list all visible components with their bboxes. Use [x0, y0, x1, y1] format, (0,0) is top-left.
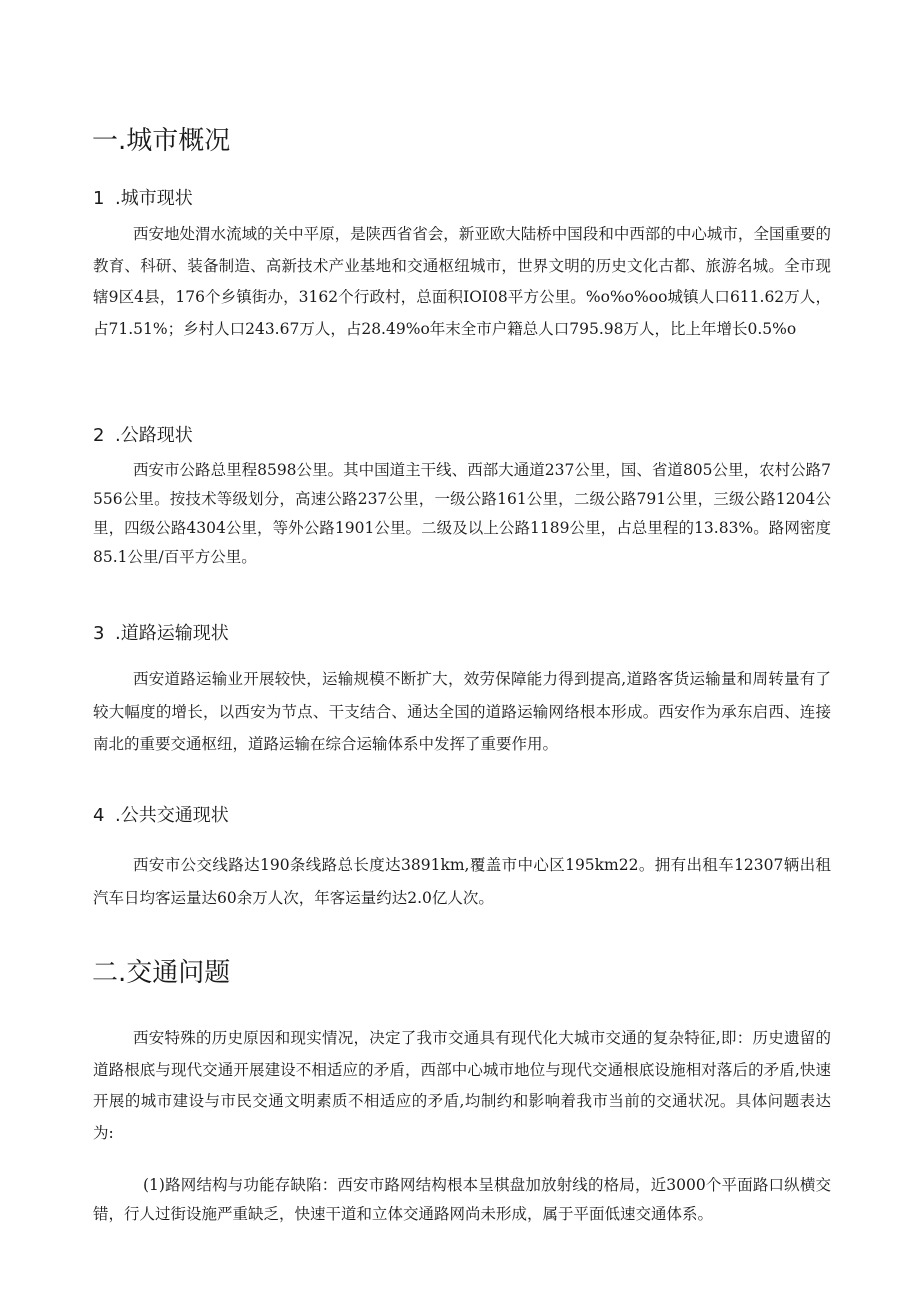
paragraph-problem-item-1: (1)路网结构与功能存缺陷：西安市路网结构根本呈棋盘加放射线的格局，近3000个平面路口纵横交错，行人过街设施严重缺乏，快速干道和立体交通路网尚未形成，属于平面低速交通体系。: [93, 1176, 831, 1223]
paragraph-road-transport-status: 西安道路运输业开展较快，运输规模不断扩大，效劳保障能力得到提高,道路客货运输量和周转量有了较大幅度的增长，以西安为节点、干支结合、通达全国的道路运输网络根本形成。西安作为承东启西、连接南北的重要交通枢纽，道路运输在综合运输体系中发挥了重要作用。: [93, 670, 831, 753]
subsection-number: 1: [93, 188, 105, 209]
subsection-number: 2: [93, 425, 105, 446]
subsection-title-text: .城市现状: [115, 188, 193, 209]
subsection-title-highway-status: [93, 421, 193, 447]
section-title-traffic-problems: 二.交通问题: [92, 958, 231, 988]
paragraph-city-status: 西安地处渭水流域的关中平原，是陕西省省会，新亚欧大陆桥中国段和中西部的中心城市，全国重要的教育、科研、装备制造、高新技术产业基地和交通枢纽城市，世界文明的历史文化古都、旅游名城。全市现辖9区4县，176个乡镇街办，3162个行政村，总面积IOI08平方公里。%o%o%oo城镇人口611.62万人，占71.51%；乡村人口243.67万人，占28.49%o年末全市户籍总人口795.98万人，比上年增长0.5%o: [93, 225, 831, 338]
section-title-city-overview: 一.城市概况: [92, 126, 231, 156]
subsection-title-text: .道路运输现状: [115, 623, 229, 644]
paragraph-highway-status: 西安市公路总里程8598公里。其中国道主干线、西部大通道237公里，国、省道805公里，农村公路7556公里。按技术等级划分，高速公路237公里，一级公路161公里，二级公路791公里，三级公路1204公里，四级公路4304公里，等外公路1901公里。二级及以上公路1189公里，占总里程的13.83%。路网密度85.1公里/百平方公里。: [93, 461, 831, 566]
subsection-number: 4: [93, 805, 105, 826]
subsection-title-text: .公共交通现状: [115, 805, 229, 826]
subsection-title-road-transport-status: [93, 619, 229, 645]
paragraph-public-transport-status: 西安市公交线路达190条线路总长度达3891km,覆盖市中心区195km22。拥有出租车12307辆出租汽车日均客运量达60余万人次，年客运量约达2.0亿人次。: [93, 856, 831, 907]
subsection-title-text: .公路现状: [115, 425, 193, 446]
subsection-number: 3: [93, 623, 105, 644]
paragraph-traffic-problems-intro: 西安特殊的历史原因和现实情况，决定了我市交通具有现代化大城市交通的复杂特征,即：历史遗留的道路根底与现代交通开展建设不相适应的矛盾，西部中心城市地位与现代交通根底设施相对落后的矛盾,快速开展的城市建设与市民交通文明素质不相适应的矛盾,均制约和影响着我市当前的交通状况。具体问题表达为:: [93, 1029, 831, 1142]
subsection-title-public-transport-status: [93, 801, 229, 827]
subsection-title-city-status: [93, 184, 193, 210]
